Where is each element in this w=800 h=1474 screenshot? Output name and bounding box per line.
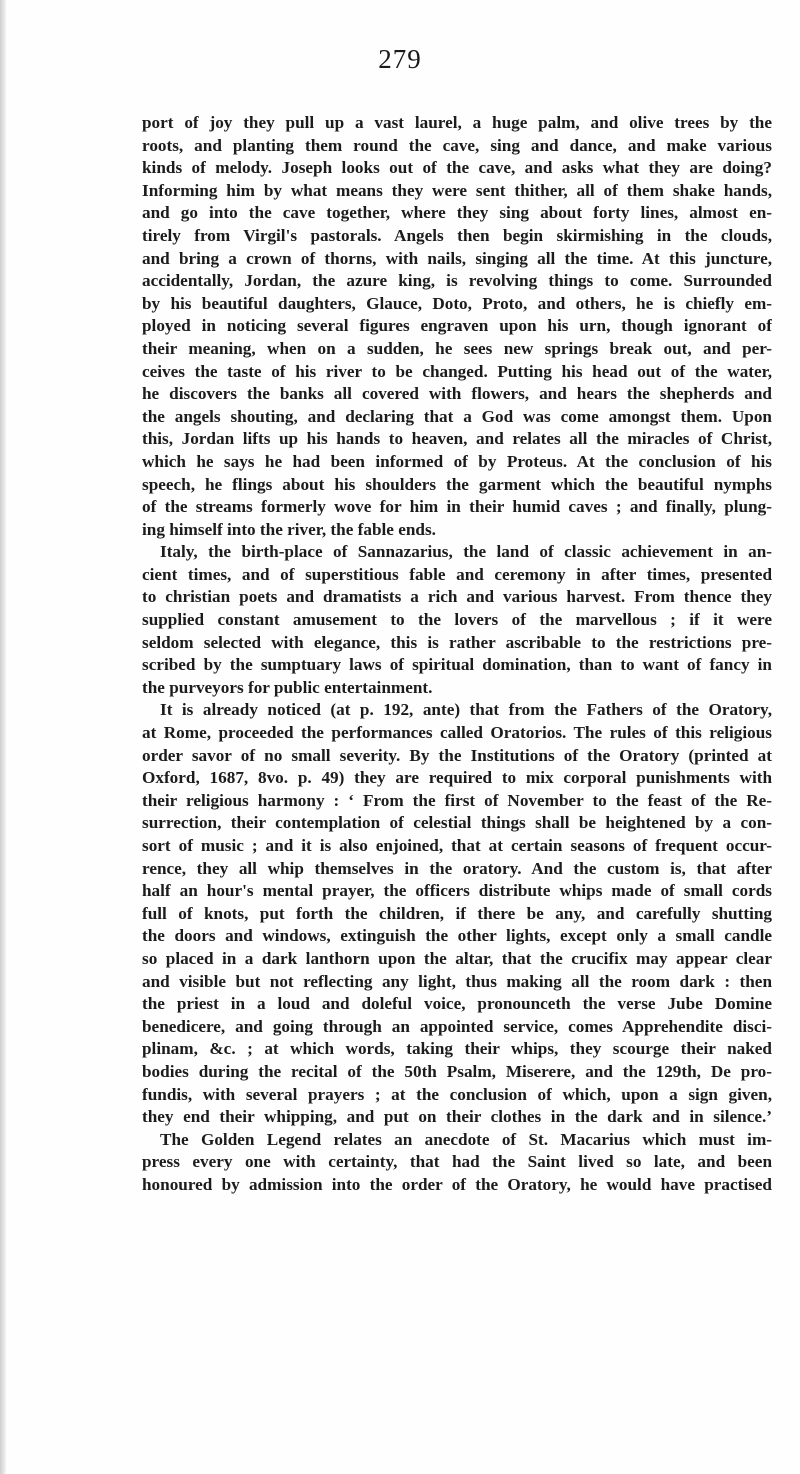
text-line: rence, they all whip themselves in the oratory. And the custom is, that after: [142, 858, 772, 878]
text-line: benedicere, and going through an appointed service, comes Apprehendite disci-: [142, 1016, 772, 1036]
text-line: The Golden Legend relates an anecdote of St. Macarius which must im-: [160, 1129, 772, 1149]
text-line: the priest in a loud and doleful voice, pronounceth the verse Jube Domine: [142, 994, 772, 1014]
text-line: which he says he had been informed of by Proteus. At the conclusion of his: [142, 451, 772, 471]
text-line: supplied constant amusement to the lovers of the marvellous ; if it were: [142, 610, 772, 630]
text-line: half an hour's mental prayer, the officers distribute whips made of small cords: [142, 881, 772, 901]
text-line: Oxford, 1687, 8vo. p. 49) they are required to mix corporal punishments with: [142, 768, 772, 788]
text-line: ing himself into the river, the fable ends.: [142, 519, 436, 539]
text-line: plinam, &c. ; at which words, taking their whips, they scourge their naked: [142, 1039, 772, 1059]
text-line: this, Jordan lifts up his hands to heaven, and relates all the miracles of Christ,: [142, 429, 772, 449]
text-line: press every one with certainty, that had the Saint lived so late, and been: [142, 1152, 772, 1172]
text-line: so placed in a dark lanthorn upon the altar, that the crucifix may appear clear: [142, 948, 772, 968]
text-line: cient times, and of superstitious fable and ceremony in after times, presented: [142, 564, 772, 584]
text-line: kinds of melody. Joseph looks out of the cave, and asks what they are doing?: [142, 158, 772, 178]
text-line: ceives the taste of his river to be changed. Putting his head out of the water,: [142, 361, 772, 381]
text-line: scribed by the sumptuary laws of spiritual domination, than to want of fancy in: [142, 655, 772, 675]
text-line: they end their whipping, and put on their clothes in the dark and in silence.’: [142, 1107, 772, 1127]
text-line: full of knots, put forth the children, if there be any, and carefully shutting: [142, 903, 772, 923]
text-line: surrection, their contemplation of celestial things shall be heightened by a con-: [142, 813, 772, 833]
text-line: and visible but not reflecting any light, thus making all the room dark : then: [142, 971, 772, 991]
text-line: accidentally, Jordan, the azure king, is revolving things to come. Surrounded: [142, 271, 772, 291]
text-line: the doors and windows, extinguish the other lights, except only a small candle: [142, 926, 772, 946]
page-number: 279: [378, 44, 422, 74]
text-line: order savor of no small severity. By the Institutions of the Oratory (printed at: [142, 745, 772, 765]
text-line: roots, and planting them round the cave, sing and dance, and make various: [142, 135, 772, 155]
text-line: speech, he flings about his shoulders the garment which the beautiful nymphs: [142, 474, 772, 494]
text-line: seldom selected with elegance, this is rather ascribable to the restrictions pre-: [142, 632, 772, 652]
text-line: to christian poets and dramatists a rich and various harvest. From thence they: [142, 587, 772, 607]
text-line: at Rome, proceeded the performances called Oratorios. The rules of this religious: [142, 723, 772, 743]
text-line: and go into the cave together, where they sing about forty lines, almost en-: [142, 203, 772, 223]
text-line: It is already noticed (at p. 192, ante) that from the Fathers of the Oratory,: [160, 700, 772, 720]
text-line: of the streams formerly wove for him in their humid caves ; and finally, plung-: [142, 497, 772, 517]
text-line: bodies during the recital of the 50th Psalm, Miserere, and the 129th, De pro-: [142, 1061, 772, 1081]
text-line: their meaning, when on a sudden, he sees new springs break out, and per-: [142, 338, 772, 358]
text-line: port of joy they pull up a vast laurel, a huge palm, and olive trees by the: [142, 113, 772, 132]
body-text: [142, 112, 772, 1197]
text-line: he discovers the banks all covered with flowers, and hears the shepherds and: [142, 384, 772, 404]
text-line: Italy, the birth-place of Sannazarius, the land of classic achievement in an-: [160, 542, 772, 562]
text-line: ployed in noticing several figures engraven upon his urn, though ignorant of: [142, 316, 772, 336]
text-line: and bring a crown of thorns, with nails, singing all the time. At this juncture,: [142, 248, 772, 268]
text-line: honoured by admission into the order of the Oratory, he would have practised: [142, 1174, 772, 1194]
text-line: the angels shouting, and declaring that a God was come amongst them. Upon: [142, 406, 772, 426]
text-line: their religious harmony : ‘ From the first of November to the feast of the Re-: [142, 790, 772, 810]
text-line: Informing him by what means they were sent thither, all of them shake hands,: [142, 180, 772, 200]
text-line: sort of music ; and it is also enjoined, that at certain seasons of frequent occur-: [142, 836, 772, 855]
text-line: tirely from Virgil's pastorals. Angels then begin skirmishing in the clouds,: [142, 225, 772, 245]
page-binding-edge: [0, 0, 6, 1474]
text-line: fundis, with several prayers ; at the conclusion of which, upon a sign given,: [142, 1084, 772, 1104]
text-line: by his beautiful daughters, Glauce, Doto, Proto, and others, he is chiefly em-: [142, 293, 772, 313]
text-line: the purveyors for public entertainment.: [142, 677, 433, 697]
